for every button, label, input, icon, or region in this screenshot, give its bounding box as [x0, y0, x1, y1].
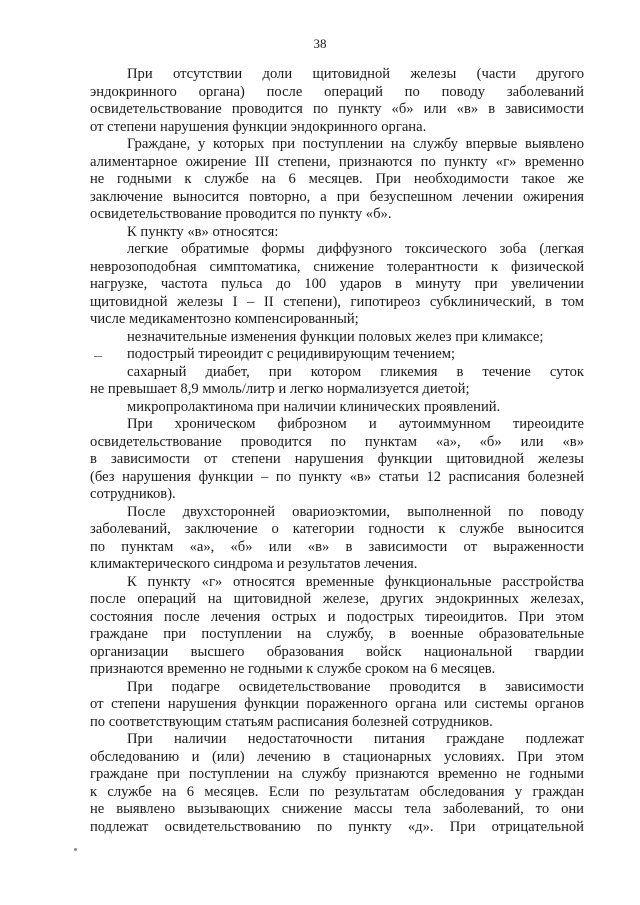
- margin-dot: [74, 848, 77, 851]
- text-line: При наличии недостаточности питания граждане подлежат: [127, 731, 584, 747]
- margin-mark: [94, 356, 102, 357]
- text-line: освидетельствование проводится по пунктам «а», «б» или «в»: [90, 433, 584, 450]
- text-line: эндокринного органа) после операций по поводу заболеваний: [90, 83, 584, 100]
- text-line: не превышает 8,9 ммоль/литр и легко нормализуется диетой;: [90, 381, 470, 397]
- text-line: подострый тиреоидит с рецидивирующим течением;: [127, 346, 456, 362]
- text-line: числе медикаментозно компенсированный;: [90, 311, 359, 327]
- text-line: заключение выносится повторно, а при безуспешном лечении ожирения: [90, 188, 584, 205]
- text-line: неврозоподобная симптоматика, снижение толерантности к физической: [90, 258, 584, 275]
- text-line: К пункту «г» относятся временные функциональные расстройства: [127, 573, 584, 590]
- text-line: легкие обратимые формы диффузного токсического зоба (легкая: [127, 241, 584, 257]
- text-line: заболеваний, заключение о категории годности к службе выносится: [90, 521, 584, 537]
- text-line: микропролактинома при наличии клинических проявлений.: [127, 398, 501, 415]
- text-line: При подагре освидетельствование проводится в зависимости: [127, 678, 584, 695]
- text-line: признаются временно не годными к службе сроком на 6 месяцев.: [90, 661, 496, 677]
- text-line: алиментарное ожирение III степени, признаются по пункту «г» временно: [90, 153, 584, 170]
- text-line: после операций на щитовидной железе, других эндокринных железах,: [90, 591, 584, 607]
- text-line: При хроническом фиброзном и аутоиммунном тиреоидите: [127, 416, 584, 432]
- text-line: не годными к службе на 6 месяцев. При необходимости такое же: [90, 171, 584, 187]
- text-line: К пункту «в» относятся:: [127, 223, 279, 240]
- text-line: к службе на 6 месяцев. Если по результатам обследования у граждан: [90, 783, 584, 800]
- text-line: щитовидной железы I – II степени), гипотиреоз субклинический, в том: [90, 293, 584, 310]
- text-line: в зависимости от степени нарушения функции щитовидной железы: [90, 451, 584, 467]
- text-line: состояния после лечения острых и подострых тиреоидитов. При этом: [90, 608, 584, 625]
- text-line: по пунктам «а», «б» или «в» в зависимости от выраженности: [90, 538, 584, 555]
- body-text: [90, 66, 584, 836]
- text-line: не выявлено вызывающих снижение массы тела заболеваний, то они: [90, 801, 584, 817]
- text-line: Граждане, у которых при поступлении на службу впервые выявлено: [127, 136, 584, 152]
- text-line: от степени нарушения функции пораженного органа или системы органов: [90, 696, 584, 712]
- text-line: обследованию и (или) лечению в стационарных условиях. При этом: [90, 748, 584, 765]
- text-line: При отсутствии доли щитовидной железы (части другого: [127, 66, 584, 82]
- text-line: граждане при поступлении на службу, в военные образовательные: [90, 626, 584, 642]
- text-line: организации высшего образования войск национальной гвардии: [90, 643, 584, 660]
- text-line: незначительные изменения функции половых желез при климаксе;: [127, 328, 544, 345]
- page-number: 38: [313, 36, 327, 51]
- text-line: После двухсторонней овариоэктомии, выполненной по поводу: [127, 503, 584, 520]
- text-line: освидетельствование проводится по пункту «б».: [90, 206, 392, 222]
- text-line: нагрузке, частота пульса до 100 ударов в минуту при увеличении: [90, 276, 584, 292]
- text-line: подлежат освидетельствованию по пункту «д». При отрицательной: [90, 818, 584, 835]
- text-line: климактерического синдрома и результатов лечения.: [90, 556, 418, 572]
- text-line: освидетельствование проводится по пункту «б» или «в» в зависимости: [90, 101, 584, 117]
- text-line: сахарный диабет, при котором гликемия в течение суток: [127, 363, 584, 380]
- text-line: от степени нарушения функции эндокринного органа.: [90, 118, 427, 135]
- text-line: граждане при поступлении на службу признаются временно не годными: [90, 766, 584, 782]
- text-line: (без нарушения функции – по пункту «в» статьи 12 расписания болезней: [90, 468, 584, 485]
- text-line: сотрудников).: [90, 486, 176, 502]
- text-line: по соответствующим статьям расписания болезней сотрудников.: [90, 713, 493, 730]
